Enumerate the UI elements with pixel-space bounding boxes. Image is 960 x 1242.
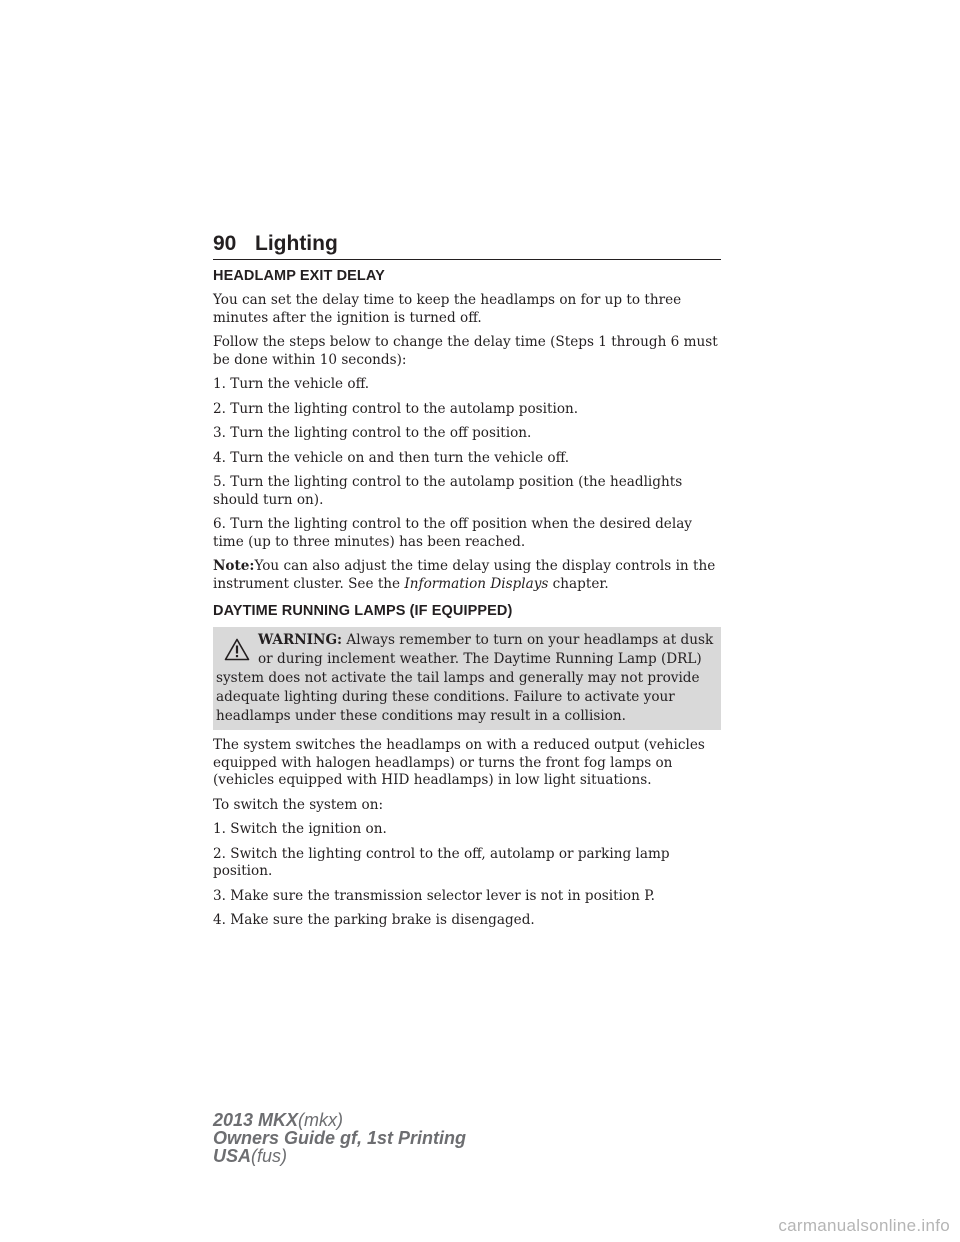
warning-first-lines — [213, 631, 715, 669]
warning-triangle-icon — [224, 638, 250, 661]
section-heading-exit-delay: HEADLAMP EXIT DELAY — [213, 268, 385, 284]
step-item: 3. Make sure the transmission selector lever is not in position P. — [213, 887, 655, 904]
footer-model: 2013 MKX — [213, 1110, 299, 1130]
warning-label: WARNING: — [258, 632, 343, 648]
page-footer — [213, 1111, 466, 1165]
page-number: 90 — [213, 232, 237, 255]
note-paragraph — [213, 558, 721, 593]
note-label: Note: — [213, 558, 255, 574]
step-item: 6. Turn the lighting control to the off position when the desired delay time (up to three minutes) has been reached. — [213, 516, 692, 550]
note-end: chapter. — [548, 575, 609, 592]
warning-box — [213, 627, 721, 730]
step-item: 1. Turn the vehicle off. — [213, 376, 370, 392]
paragraph-intro: You can set the delay time to keep the headlamps on for up to three minutes after the ignition is turned off. — [213, 292, 682, 326]
chapter-title: Lighting — [255, 232, 338, 255]
manual-page — [213, 232, 721, 937]
footer-market-code: (fus) — [251, 1146, 288, 1166]
chapter-reference: Information Displays — [404, 575, 549, 592]
paragraph-drl-description: The system switches the headlamps on with a reduced output (vehicles equipped with halogen headlamps) or turns the front fog lamps on (vehicles equipped with HID headlamps) in low light situations. — [213, 737, 705, 788]
step-item: 2. Turn the lighting control to the autolamp position. — [213, 400, 579, 417]
step-item: 4. Make sure the parking brake is disengaged. — [213, 912, 535, 928]
footer-model-code: (mkx) — [298, 1110, 344, 1130]
page-header — [213, 232, 721, 260]
note-text: You can also adjust the time delay using the display controls in the instrument cluster. See the — [213, 558, 716, 592]
step-item: 3. Turn the lighting control to the off position. — [213, 425, 532, 441]
step-item: 1. Switch the ignition on. — [213, 821, 387, 837]
footer-guide: Owners Guide gf, 1st Printing — [213, 1128, 467, 1148]
section-heading-drl: DAYTIME RUNNING LAMPS (IF EQUIPPED) — [213, 603, 513, 619]
step-item: 5. Turn the lighting control to the autolamp position (the headlights should turn on). — [213, 474, 683, 508]
step-item: 4. Turn the vehicle on and then turn the vehicle off. — [213, 449, 570, 466]
paragraph-switch-on: To switch the system on: — [213, 796, 384, 813]
footer-market: USA — [213, 1146, 252, 1166]
paragraph-instructions: Follow the steps below to change the delay time (Steps 1 through 6 must be done within 10 seconds): — [213, 334, 718, 368]
watermark: carmanualsonline.info — [778, 1216, 950, 1235]
warning-text-first: Always remember to turn on your headlamps at dusk or during inclement weather. The Daytime Running Lamp (DRL) — [258, 632, 714, 667]
step-item: 2. Switch the lighting control to the off, autolamp or parking lamp position. — [213, 845, 670, 879]
warning-text-rest: system does not activate the tail lamps and generally may not provide adequate lighting during these conditions. Failure to activate your headlamps under these conditions may result in a collision. — [216, 670, 700, 724]
